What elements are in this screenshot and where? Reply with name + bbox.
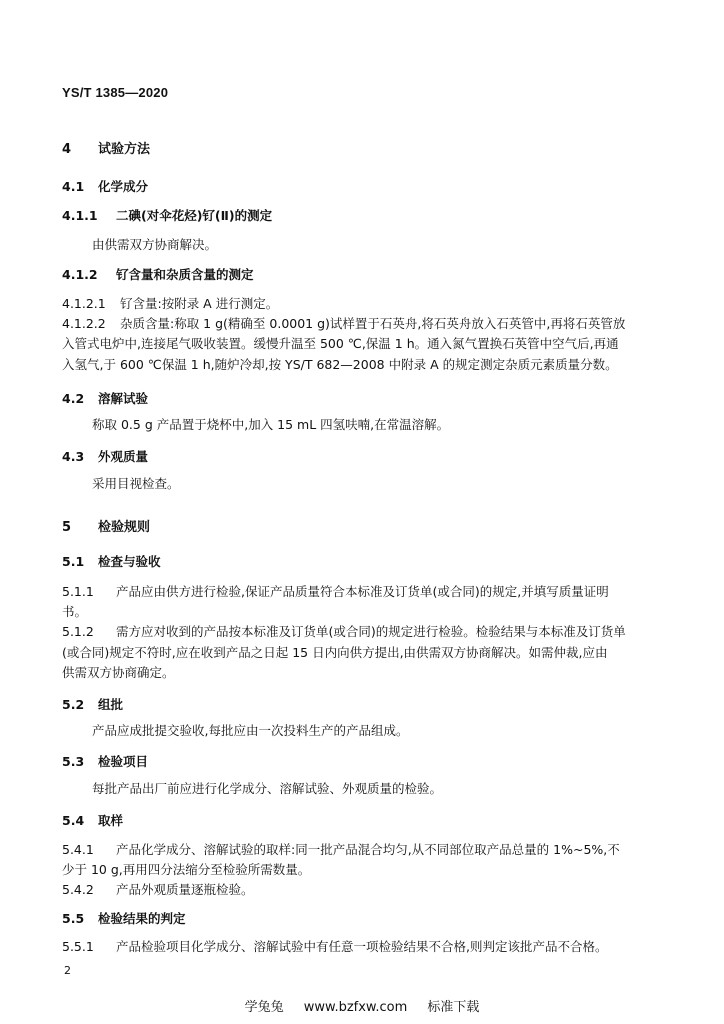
section-5-1-heading: 5.1 检查与验收 xyxy=(62,554,161,569)
section-5-5-heading: 5.5 检验结果的判定 xyxy=(62,911,186,926)
section-5-1-2-line2: (或合同)规定不符时,应在收到产品之日起 15 日内向供方提出,由供需双方协商解决。如需仲裁,应由 xyxy=(62,645,608,660)
section-5-4-2: 5.4.2 产品外观质量逐瓶检验。 xyxy=(62,882,254,897)
section-5-1-2-line3: 供需双方协商确定。 xyxy=(62,665,175,680)
section-5-4-1-line2: 少于 10 g,再用四分法缩分至检验所需数量。 xyxy=(62,862,311,877)
section-5-3-text: 每批产品出厂前应进行化学成分、溶解试验、外观质量的检验。 xyxy=(92,781,443,796)
section-4-1-1-heading: 4.1.1 二碘(对伞花烃)钌(Ⅱ)的测定 xyxy=(62,208,273,223)
section-4-2-text: 称取 0.5 g 产品置于烧杯中,加入 15 mL 四氢呋喃,在常温溶解。 xyxy=(92,417,450,432)
section-5-1-1-line1: 5.1.1 产品应由供方进行检验,保证产品质量符合本标准及订货单(或合同)的规定,并填写质量证明 xyxy=(62,584,609,599)
section-4-1-2-2-line2: 入管式电炉中,连接尾气吸收装置。缓慢升温至 500 ℃,保温 1 h。通入氮气置换石英管中空气后,再通 xyxy=(62,336,619,351)
section-5-2-text: 产品应成批提交验收,每批应由一次投料生产的产品组成。 xyxy=(92,723,409,738)
section-5-1-2-line1: 5.1.2 需方应对收到的产品按本标准及订货单(或合同)的规定进行检验。检验结果与本标准及订货单 xyxy=(62,624,626,639)
section-5-5-1: 5.5.1 产品检验项目化学成分、溶解试验中有任意一项检验结果不合格,则判定该批产品不合格。 xyxy=(62,939,608,954)
section-4-1-2-heading: 4.1.2 钌含量和杂质含量的测定 xyxy=(62,267,254,282)
section-4-1-2-1: 4.1.2.1 钌含量:按附录 A 进行测定。 xyxy=(62,296,279,311)
footer-tagline: 标准下载 xyxy=(427,1000,480,1015)
section-4-3-heading: 4.3 外观质量 xyxy=(62,449,149,464)
section-5-4-heading: 5.4 取样 xyxy=(62,813,124,828)
section-4-3-text: 采用目视检查。 xyxy=(92,476,180,491)
section-5-heading: 5 检验规则 xyxy=(62,520,151,535)
section-4-1-2-2-line1: 4.1.2.2 杂质含量:称取 1 g(精确至 0.0001 g)试样置于石英舟,将石英舟放入石英管中,再将石英管放 xyxy=(62,316,626,331)
standard-number: YS/T 1385—2020 xyxy=(62,85,169,100)
section-5-3-heading: 5.3 检验项目 xyxy=(62,754,149,769)
watermark-footer xyxy=(0,996,724,1015)
section-4-1-heading: 4.1 化学成分 xyxy=(62,179,149,194)
section-5-1-1-line2: 书。 xyxy=(62,604,88,619)
section-5-4-1-line1: 5.4.1 产品化学成分、溶解试验的取样:同一批产品混合均匀,从不同部位取产品总量的 1%~5%,不 xyxy=(62,842,620,857)
footer-url[interactable]: www.bzfxw.com xyxy=(303,1000,408,1015)
section-4-heading: 4 试验方法 xyxy=(62,142,151,157)
section-4-1-1-text: 由供需双方协商解决。 xyxy=(92,237,218,252)
section-5-2-heading: 5.2 组批 xyxy=(62,697,124,712)
section-4-1-2-2-line3: 入氢气,于 600 ℃保温 1 h,随炉冷却,按 YS/T 682—2008 中附录 A 的规定测定杂质元素质量分数。 xyxy=(62,357,618,372)
section-4-2-heading: 4.2 溶解试验 xyxy=(62,391,149,406)
page-number: 2 xyxy=(64,964,71,977)
footer-site-name: 学兔兔 xyxy=(244,1000,284,1015)
